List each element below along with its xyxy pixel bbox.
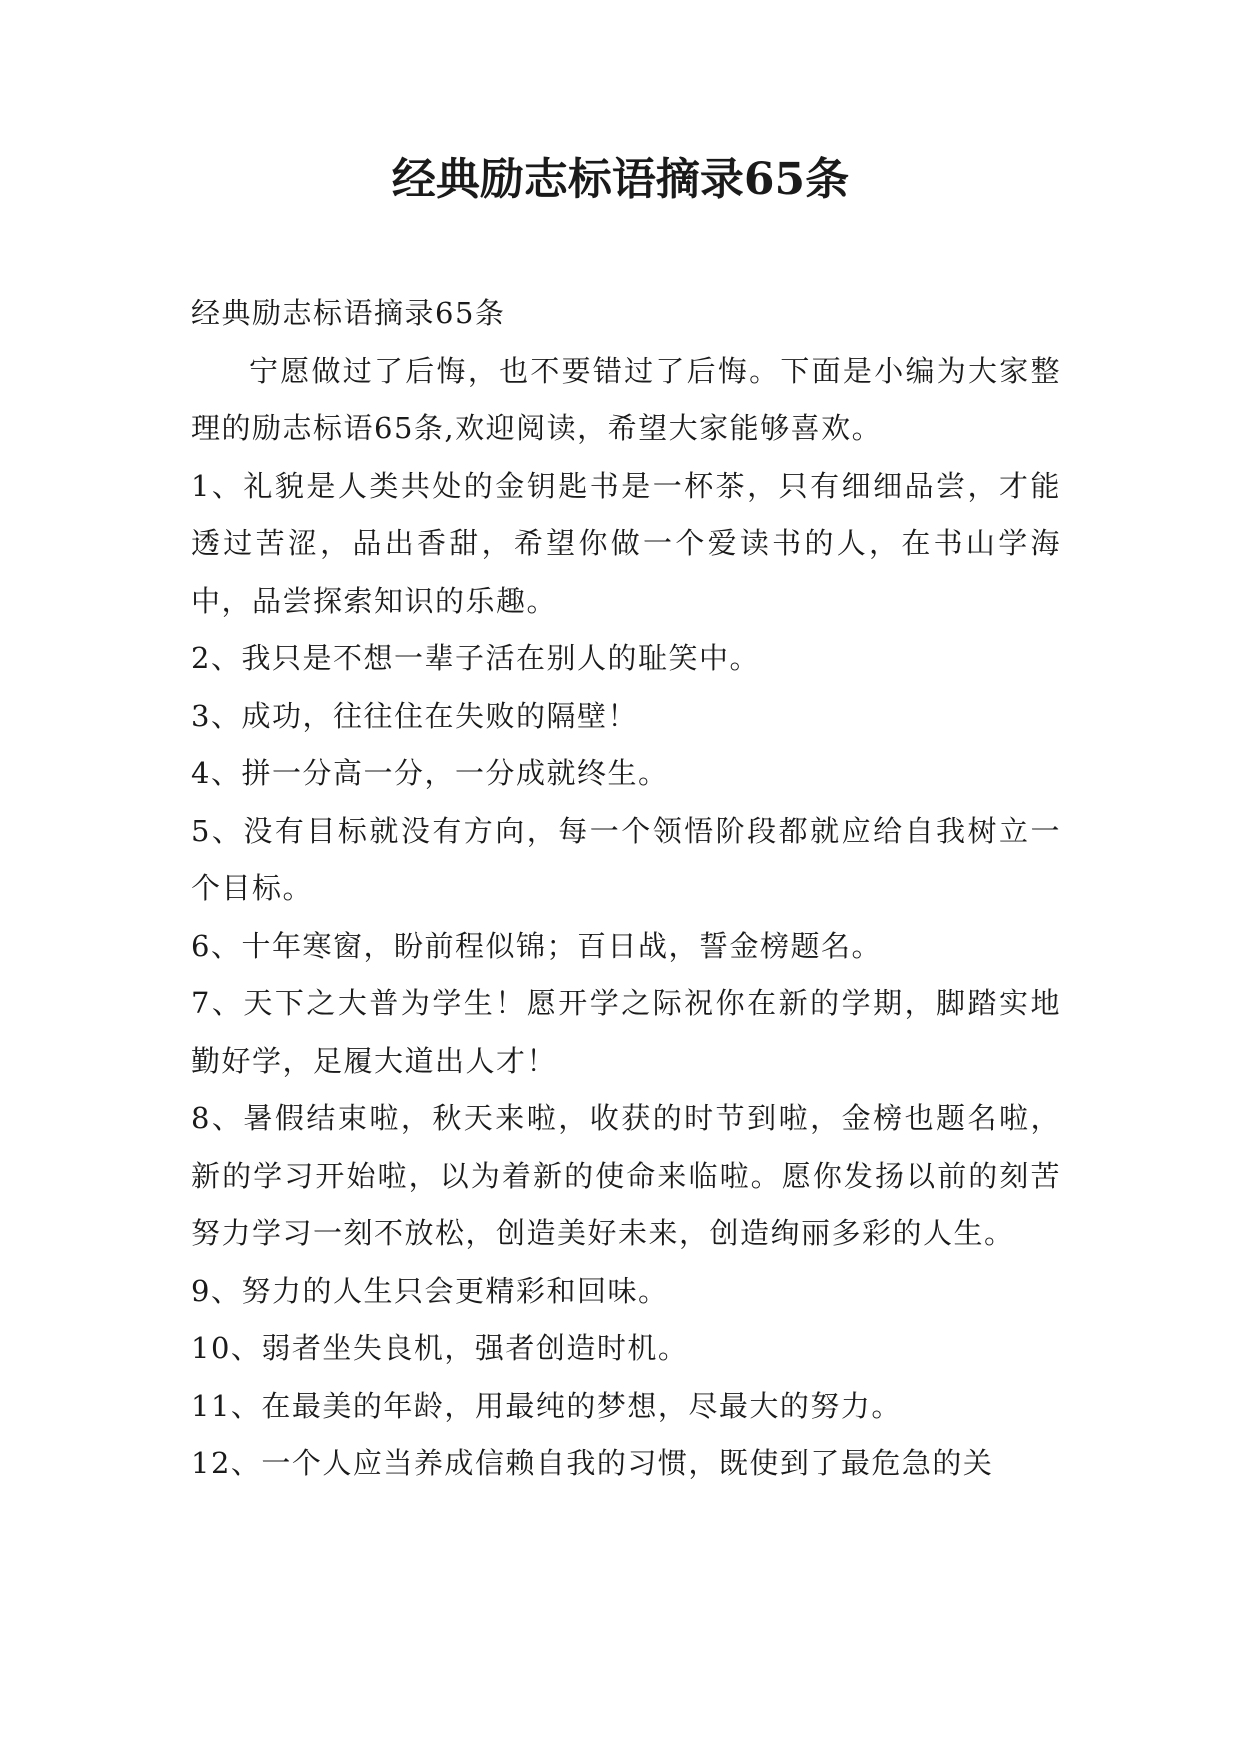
- list-item: 2、我只是不想一辈子活在别人的耻笑中。: [191, 641, 760, 675]
- list-item: 1、礼貌是人类共处的金钥匙书是一杯茶，只有细细品尝，才能透过苦涩，品出香甜，希望你做一个爱读书的人，在书山学海中，品尝探索知识的乐趣。: [191, 468, 1061, 618]
- document-body: [191, 285, 1061, 1493]
- list-item: 7、天下之大普为学生！愿开学之际祝你在新的学期，脚踏实地勤好学，足履大道出人才！: [191, 986, 1061, 1078]
- intro-paragraph: 宁愿做过了后悔，也不要错过了后悔。下面是小编为大家整理的励志标语65条,欢迎阅读，希望大家能够喜欢。: [191, 353, 1061, 445]
- list-item: 3、成功，往往住在失败的隔壁！: [191, 698, 638, 733]
- page-title: 经典励志标语摘录65条: [391, 154, 850, 205]
- list-item: 11、在最美的年龄，用最纯的梦想，尽最大的努力。: [191, 1388, 902, 1423]
- list-item: 8、暑假结束啦，秋天来啦，收获的时节到啦，金榜也题名啦，新的学习开始啦，以为着新的使命来临啦。愿你发扬以前的刻苦努力学习一刻不放松，创造美好未来，创造绚丽多彩的人生。: [191, 1101, 1061, 1250]
- list-item: 9、努力的人生只会更精彩和回味。: [191, 1273, 669, 1308]
- list-item: 6、十年寒窗，盼前程似锦；百日战，誓金榜题名。: [191, 928, 882, 963]
- list-item: 5、没有目标就没有方向，每一个领悟阶段都就应给自我树立一个目标。: [191, 813, 1061, 905]
- document-subtitle: 经典励志标语摘录65条: [191, 296, 506, 330]
- list-item: 4、拼一分高一分，一分成就终生。: [191, 756, 669, 790]
- list-item: 12、一个人应当养成信赖自我的习惯，既使到了最危急的关: [191, 1446, 994, 1480]
- list-item: 10、弱者坐失良机，强者创造时机。: [191, 1331, 689, 1365]
